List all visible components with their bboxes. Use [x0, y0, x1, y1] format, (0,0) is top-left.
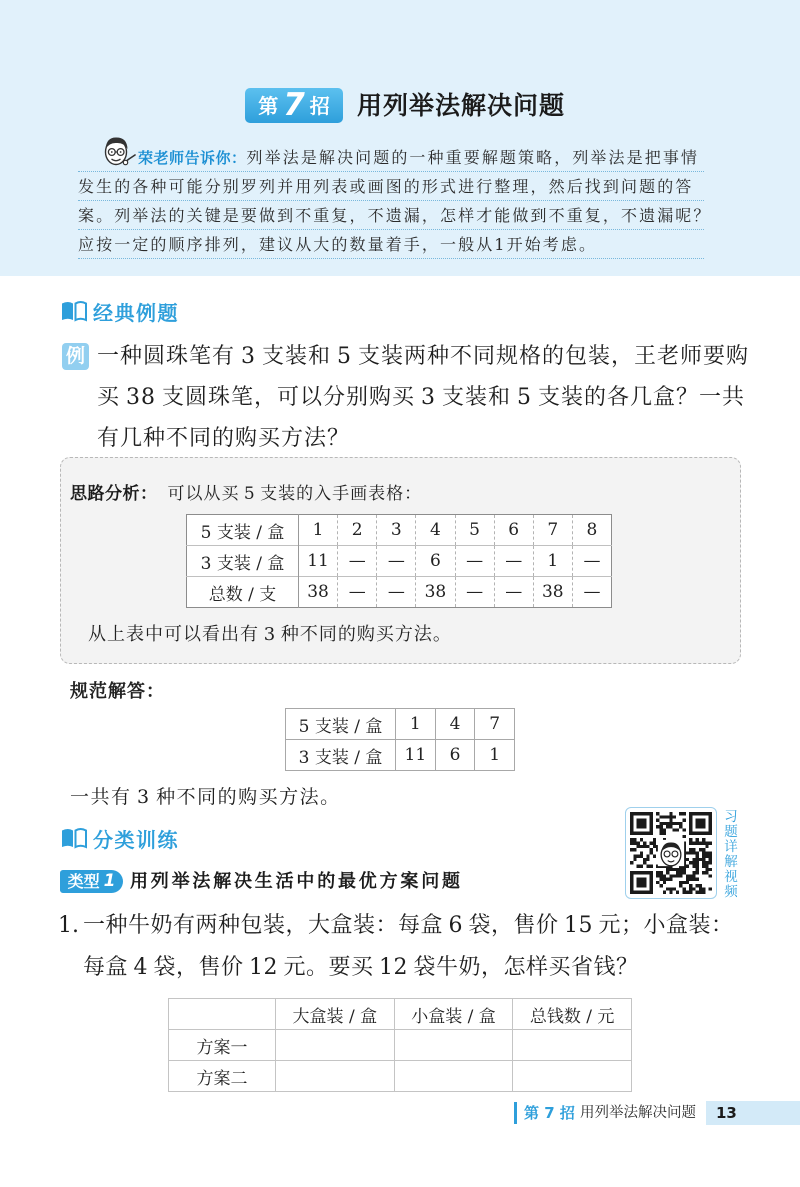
- solution-label: 规范解答：: [70, 681, 165, 702]
- example-badge: 例: [62, 343, 89, 370]
- table-row: [286, 709, 515, 740]
- solution-table: [285, 708, 515, 771]
- table-cell: —: [377, 546, 416, 577]
- footer-title: 用列举法解决问题: [580, 1105, 696, 1121]
- table-row: [187, 515, 612, 546]
- table-cell: 8: [572, 515, 611, 546]
- table-cell: —: [455, 577, 494, 608]
- table-cell: 大盒装 / 盒: [276, 999, 395, 1030]
- qr-center-avatar-icon: [657, 839, 683, 865]
- lesson-badge-number: 7: [283, 87, 305, 123]
- type-title: 用列举法解决生活中的最优方案问题: [130, 871, 463, 892]
- table-cell: [276, 1061, 395, 1092]
- table-cell: —: [455, 546, 494, 577]
- row-header-cell: 5 支装 / 盒: [286, 709, 396, 740]
- solution-conclusion: 一共有 3 种不同的购买方法。: [70, 786, 341, 808]
- table-cell: —: [338, 546, 377, 577]
- page-number: 13: [716, 1104, 737, 1122]
- teacher-tip: [78, 143, 712, 259]
- table-row: [187, 577, 612, 608]
- open-book-icon: [60, 826, 88, 850]
- problem-line: 买 38 支圆珠笔，可以分别购买 3 支装和 5 支装的各几盒？一共: [97, 385, 745, 410]
- row-header-cell: 总数 / 支: [187, 577, 299, 608]
- table-cell: [394, 1030, 513, 1061]
- tip-label: 荣老师告诉你：: [138, 149, 247, 167]
- table-cell: 7: [533, 515, 572, 546]
- analysis-heading: [70, 481, 422, 507]
- tip-line: 案。列举法的关键是要做到不重复，不遗漏，怎样才能做到不重复，不遗漏呢？: [78, 201, 704, 230]
- tip-line: 应按一定的顺序排列，建议从大的数量着手，一般从1开始考虑。: [78, 230, 704, 259]
- tip-text: 列举法是解决问题的一种重要解题策略，列举法是把事情: [246, 148, 700, 167]
- table-cell: —: [338, 577, 377, 608]
- lesson-badge-suffix: 招: [309, 93, 330, 118]
- table-cell: 1: [396, 709, 436, 740]
- table-cell: 1: [475, 740, 515, 771]
- problem-line: 一种圆珠笔有 3 支装和 5 支装两种不同规格的包装，王老师要购: [97, 344, 749, 369]
- table-row: [169, 1061, 632, 1092]
- section-heading-training: [60, 825, 179, 851]
- table-row: [286, 740, 515, 771]
- table-row: [187, 546, 612, 577]
- footer-divider: [514, 1102, 517, 1124]
- table-cell: 5: [455, 515, 494, 546]
- table-cell: 11: [299, 546, 338, 577]
- table-cell: 1: [533, 546, 572, 577]
- table-cell: 11: [396, 740, 436, 771]
- table-cell: 38: [533, 577, 572, 608]
- table-cell: [394, 1061, 513, 1092]
- row-header-cell: 3 支装 / 盒: [187, 546, 299, 577]
- row-header-cell: [169, 999, 276, 1030]
- table-cell: 6: [435, 740, 475, 771]
- table-cell: —: [377, 577, 416, 608]
- tip-line: 发生的各种可能分别罗列并用列表或画图的形式进行整理，然后找到问题的答: [78, 172, 704, 201]
- problem-line: 有几种不同的购买方法？: [97, 426, 351, 451]
- section-heading-examples: [60, 298, 179, 324]
- qr-caption: 习题详解视频: [721, 809, 737, 899]
- question-line: 一种牛奶有两种包装，大盒装：每盒 6 袋，售价 15 元；小盒装：: [83, 913, 734, 938]
- table-cell: 38: [416, 577, 455, 608]
- type-label: 类型: [67, 872, 100, 891]
- row-header-cell: 5 支装 / 盒: [187, 515, 299, 546]
- table-cell: 1: [299, 515, 338, 546]
- table-cell: —: [572, 546, 611, 577]
- table-cell: 4: [416, 515, 455, 546]
- lesson-badge-prefix: 第: [258, 93, 279, 118]
- table-cell: 2: [338, 515, 377, 546]
- table-cell: 38: [299, 577, 338, 608]
- question-number: 1.: [58, 913, 79, 938]
- type-number: 1: [103, 871, 116, 891]
- type-badge: [60, 870, 123, 893]
- table-cell: 7: [475, 709, 515, 740]
- table-cell: —: [494, 546, 533, 577]
- row-header-cell: 方案一: [169, 1030, 276, 1061]
- tip-line: [78, 143, 704, 172]
- table-row: [169, 999, 632, 1030]
- analysis-label: 思路分析：: [70, 484, 158, 504]
- table-cell: —: [494, 577, 533, 608]
- question-line: 每盒 4 袋，售价 12 元。要买 12 袋牛奶，怎样买省钱？: [83, 955, 639, 980]
- qr-code: [625, 807, 717, 899]
- table-cell: 6: [494, 515, 533, 546]
- footer-chapter: 第 7 招: [524, 1104, 575, 1122]
- row-header-cell: 3 支装 / 盒: [286, 740, 396, 771]
- table-cell: 总钱数 / 元: [513, 999, 632, 1030]
- lesson-title: 用列举法解决问题: [357, 91, 566, 120]
- example-problem: [97, 336, 787, 459]
- row-header-cell: 方案二: [169, 1061, 276, 1092]
- table-cell: 3: [377, 515, 416, 546]
- page-number-box: [706, 1101, 800, 1125]
- analysis-intro: 可以从买 5 支装的入手画表格：: [167, 484, 423, 504]
- question-text: [83, 905, 783, 989]
- lesson-badge: [245, 88, 343, 123]
- table-cell: 小盒装 / 盒: [394, 999, 513, 1030]
- section-title: 经典例题: [93, 300, 179, 325]
- plan-table: [168, 998, 632, 1092]
- section-title: 分类训练: [93, 827, 179, 852]
- open-book-icon: [60, 299, 88, 323]
- table-cell: [513, 1030, 632, 1061]
- analysis-table: [186, 514, 612, 608]
- table-cell: 6: [416, 546, 455, 577]
- table-row: [169, 1030, 632, 1061]
- table-cell: 4: [435, 709, 475, 740]
- table-cell: [276, 1030, 395, 1061]
- table-cell: —: [572, 577, 611, 608]
- table-cell: [513, 1061, 632, 1092]
- analysis-conclusion: 从上表中可以看出有 3 种不同的购买方法。: [88, 624, 452, 645]
